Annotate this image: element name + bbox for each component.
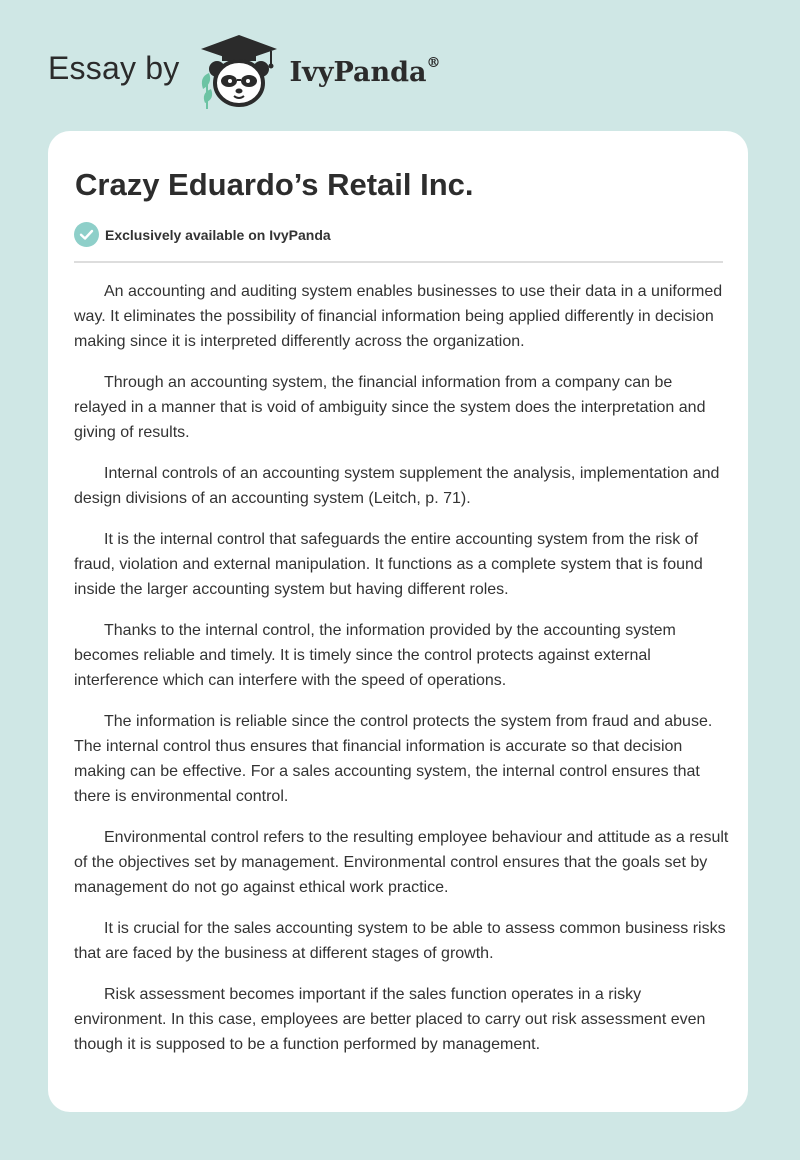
brand-name[interactable] (289, 54, 441, 88)
paragraph: Through an accounting system, the financial information from a company can be relayed in a manner that is void of ambiguity since the system does the interpretation and giving of results. (74, 374, 706, 441)
exclusive-badge (74, 222, 331, 247)
brand-label: IvyPanda (289, 56, 427, 88)
panda-graduate-icon[interactable] (197, 29, 281, 113)
essay-by-label: Essay by (48, 49, 180, 86)
paragraph: An accounting and auditing system enables businesses to use their data in a uniformed way. It eliminates the possibility of financial information being applied differently in decision making since it is interpreted differently across the organization. (74, 283, 723, 350)
essay-body (74, 279, 729, 1073)
paragraph: It is crucial for the sales accounting system to be able to assess common business risks that are faced by the business at different stages of growth. (74, 920, 726, 962)
essay-card (48, 131, 748, 1112)
paragraph: Internal controls of an accounting system supplement the analysis, implementation and design divisions of an accounting system (Leitch, p. 71). (74, 465, 720, 507)
site-header (48, 28, 441, 114)
paragraph: It is the internal control that safeguards the entire accounting system from the risk of fraud, violation and external manipulation. It functions as a complete system that is found inside the larger accounting system but having different roles. (74, 531, 703, 598)
exclusive-label: Exclusively available on IvyPanda (105, 226, 331, 243)
paragraph: Environmental control refers to the resulting employee behaviour and attitude as a result of the objectives set by management. Environmental control ensures that the goals set by management do not go against ethical work practice. (74, 829, 729, 896)
paragraph: Thanks to the internal control, the information provided by the accounting system becomes reliable and timely. It is timely since the control protects against external interference which can interfere with the speed of operations. (74, 622, 676, 689)
paragraph: The information is reliable since the control protects the system from fraud and abuse. The internal control thus ensures that financial information is accurate so that decision making can be effective. For a sales accounting system, the internal control ensures that there is environmental control. (74, 713, 713, 805)
paragraph: Risk assessment becomes important if the sales function operates in a risky environment. In this case, employees are better placed to carry out risk assessment even though it is supposed to be a function performed by management. (74, 986, 706, 1053)
page-title: Crazy Eduardo’s Retail Inc. (75, 167, 474, 202)
check-circle-icon (74, 222, 99, 247)
registered-mark: ® (426, 54, 441, 71)
divider (74, 261, 723, 263)
